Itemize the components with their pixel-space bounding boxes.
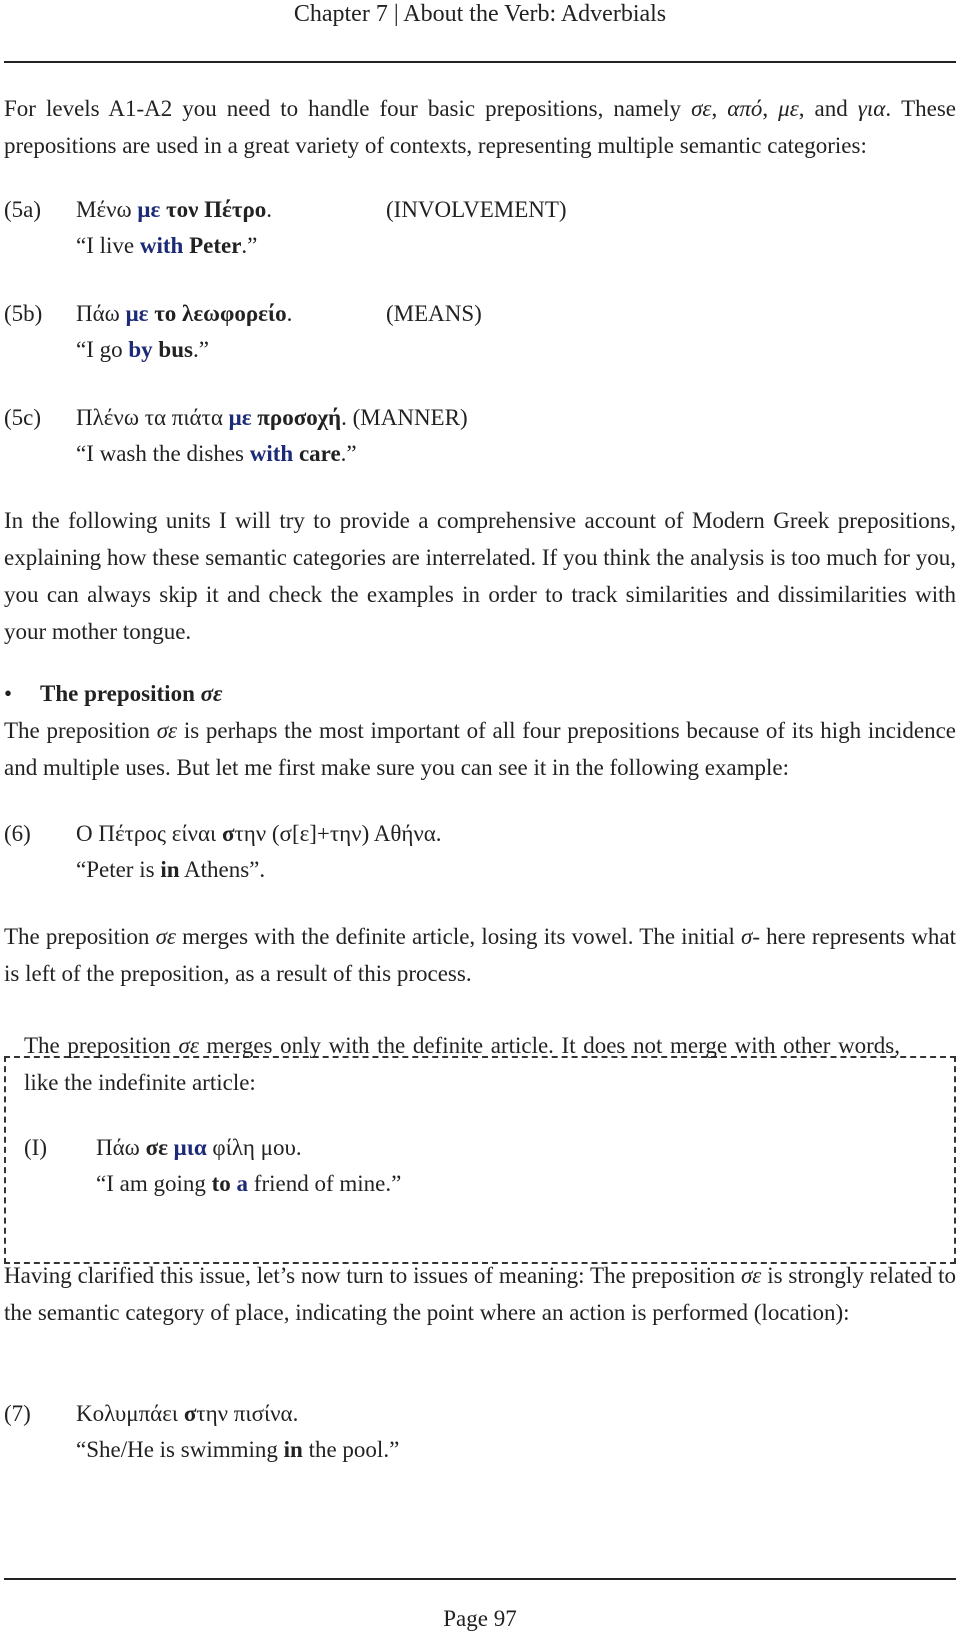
semantic-tag: (INVOLVEMENT) [386, 197, 567, 222]
translation-text: “I wash the dishes [76, 441, 250, 466]
greek-text-end: την (σ[ε]+την) Αθήνα. [234, 821, 442, 846]
greek-text: Μένω [76, 197, 138, 222]
preposition-highlight: με [228, 405, 252, 430]
translation-text-end: the pool.” [302, 1437, 400, 1462]
text: The preposition [24, 1033, 179, 1058]
object-bold: προσοχή [251, 405, 342, 430]
example-greek [76, 1396, 298, 1432]
translation-text: “I go [76, 337, 129, 362]
preposition-bold: in [160, 857, 180, 882]
example-translation [76, 852, 265, 888]
example-translation [76, 1432, 399, 1468]
body-paragraph [4, 1257, 956, 1331]
preposition-bold: in [283, 1437, 303, 1462]
greek-term-sigma: σ- [741, 924, 761, 949]
example-translation [76, 228, 257, 264]
example-translation [76, 436, 357, 472]
greek-text-end: . [266, 197, 273, 222]
greek-text: Πλένω τα πιάτα [76, 405, 229, 430]
header-rule [4, 61, 956, 63]
preposition-highlight: με [125, 301, 149, 326]
object-bold: bus [152, 337, 193, 362]
page-number: Page 97 [443, 1606, 517, 1631]
greek-term-se: σε [740, 1263, 762, 1288]
translation-text-end: friend of mine.” [248, 1171, 402, 1196]
object-bold: τον Πέτρο [160, 197, 267, 222]
example-greek [76, 816, 442, 852]
greek-term-me: με [778, 96, 799, 121]
preposition-highlight: by [128, 337, 153, 362]
text: Having clarified this issue, let’s now turn to issues of meaning: The preposition [4, 1263, 741, 1288]
example-number: (I) [24, 1135, 47, 1160]
text: merges with the definite article, losing its vowel. The initial [175, 924, 741, 949]
translation-text-end: Athens”. [179, 857, 266, 882]
greek-text: Πάω [76, 301, 126, 326]
example-number: (5c) [4, 405, 42, 430]
greek-text: Κολυμπάει [76, 1401, 184, 1426]
example-translation [76, 332, 209, 368]
preposition-highlight: with [249, 441, 294, 466]
translation-text-end: .” [241, 233, 258, 258]
intro-sep-1: , [711, 96, 728, 121]
object-bold: το λεωφορείο [148, 301, 287, 326]
text: merges only with the definite article. It does not merge with other words, like the indefinite article: [24, 1033, 900, 1095]
intro-sep-2: , [762, 96, 779, 121]
greek-term-se: σε [156, 718, 178, 743]
example-number: (7) [4, 1401, 31, 1426]
intro-paragraph [4, 90, 956, 164]
translation-text: “I live [76, 233, 140, 258]
heading-greek-word: σε [200, 681, 223, 706]
greek-term-se: σε [155, 924, 176, 949]
intro-text-2: . These prepositions are used in a great variety of contexts, representing multiple semantic categories: [4, 96, 957, 158]
example-number: (6) [4, 821, 31, 846]
greek-term-se: σε [178, 1033, 199, 1058]
greek-text-end: . (MANNER) [341, 405, 468, 430]
object-bold: Peter [183, 233, 242, 258]
translation-text: “She/He is swimming [76, 1437, 284, 1462]
preposition-bold: σ [221, 821, 235, 846]
text: is strongly related to the semantic category of place, indicating the point where an action is performed (location): [4, 1263, 957, 1325]
object-bold: care [293, 441, 341, 466]
preposition-highlight: με [137, 197, 161, 222]
preposition-bold: to [211, 1171, 231, 1196]
greek-text-end: φίλη μου. [206, 1135, 302, 1160]
footer-rule [4, 1578, 956, 1580]
example-greek [76, 400, 468, 436]
bullet: • [4, 681, 13, 706]
example-number: (5b) [4, 301, 43, 326]
section-paragraph [4, 712, 956, 786]
greek-text: Ο Πέτρος είναι [76, 821, 222, 846]
text: The preposition [4, 718, 157, 743]
greek-text: Πάω [96, 1135, 146, 1160]
translation-text: “I am going [96, 1171, 212, 1196]
greek-term-gia: για [857, 96, 886, 121]
heading-text: The preposition [40, 681, 201, 706]
preposition-bold: σ [183, 1401, 197, 1426]
greek-text-end: την πισίνα. [196, 1401, 299, 1426]
intro-text-1: For levels A1-A2 you need to handle four basic prepositions, namely [4, 96, 692, 121]
text: here represents what is left of the preposition, as a result of this process. [4, 924, 956, 986]
note-paragraph [24, 1027, 900, 1101]
section-heading [40, 676, 222, 712]
translation-text-end: .” [340, 441, 357, 466]
greek-term-apo: από [727, 96, 763, 121]
semantic-tag: (MEANS) [386, 301, 482, 326]
example-greek [76, 296, 292, 332]
text: is perhaps the most important of all four prepositions because of its high incidence and multiple uses. But let me first make sure you can see it in the following example: [4, 718, 956, 780]
example-greek [96, 1130, 302, 1166]
greek-term-se: σε [691, 96, 712, 121]
body-paragraph: In the following units I will try to provide a comprehensive account of Modern Greek prepositions, explaining how these semantic categories are interrelated. If you think the analysis is too much for you, you can always skip it and check the examples in order to track similarities and dissimilarities with your mother tongue. [4, 508, 956, 644]
example-translation [96, 1166, 401, 1202]
preposition-highlight: with [139, 233, 184, 258]
text: The preposition [4, 924, 156, 949]
translation-text-end: .” [192, 337, 209, 362]
example-greek [76, 192, 272, 228]
example-number: (5a) [4, 197, 42, 222]
body-paragraph [4, 918, 956, 992]
article-highlight: μια [173, 1135, 207, 1160]
article-highlight: a [236, 1171, 249, 1196]
running-header: Chapter 7 | About the Verb: Adverbials [293, 1, 667, 27]
preposition-bold: σε [145, 1135, 168, 1160]
intro-sep-3: , and [798, 96, 858, 121]
greek-text-end: . [286, 301, 293, 326]
translation-text: “Peter is [76, 857, 161, 882]
